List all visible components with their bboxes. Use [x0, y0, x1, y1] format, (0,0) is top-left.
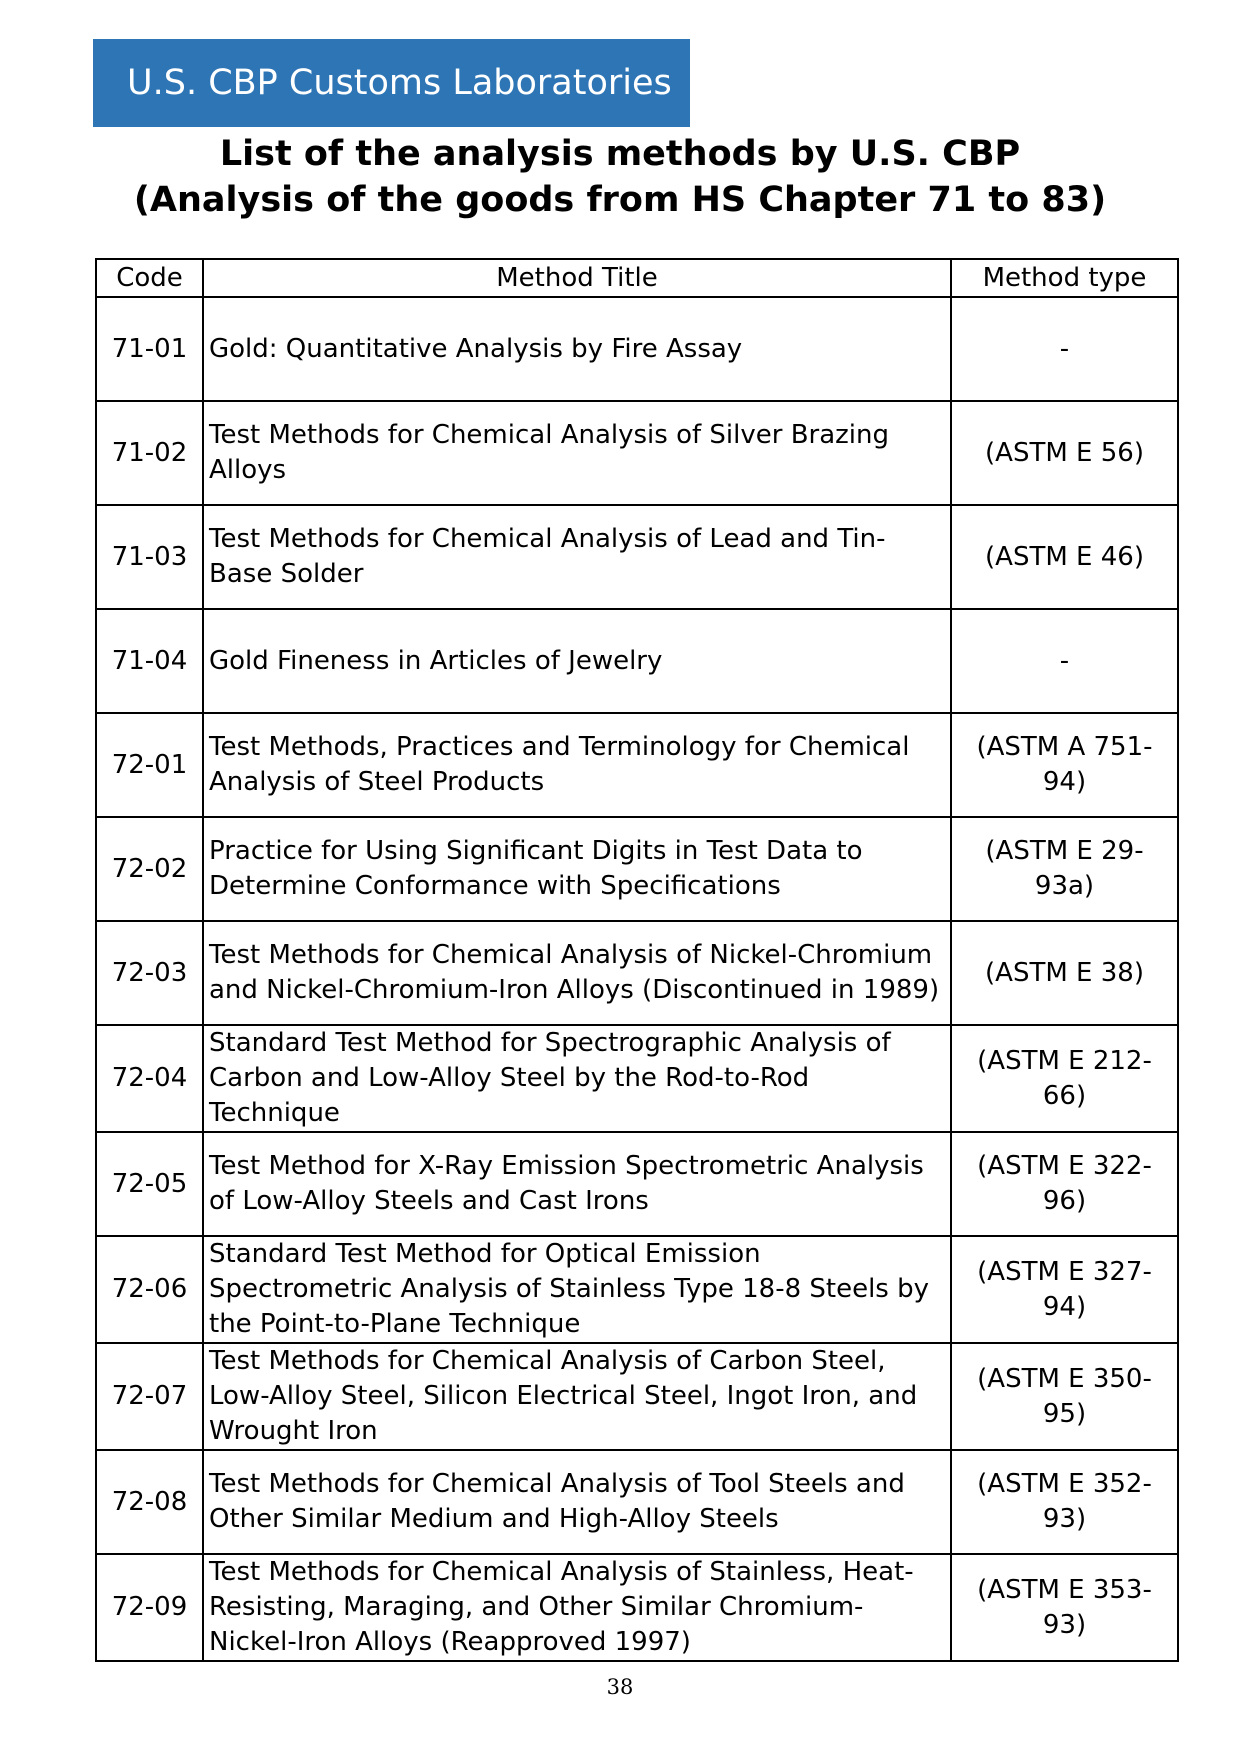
row-type: - — [951, 297, 1178, 401]
row-title: Test Method for X-Ray Emission Spectrometric Analysis of Low-Alloy Steels and Cast Irons — [203, 1132, 951, 1236]
row-type: - — [951, 609, 1178, 713]
table-row — [96, 713, 1178, 817]
table-row — [96, 609, 1178, 713]
row-code: 72-02 — [96, 817, 203, 921]
row-type: (ASTM E 46) — [951, 505, 1178, 609]
row-title: Standard Test Method for Spectrographic Analysis of Carbon and Low-Alloy Steel by the Rod-to-Rod Technique — [203, 1025, 951, 1132]
row-title: Test Methods for Chemical Analysis of Stainless, Heat-Resisting, Maraging, and Other Similar Chromium-Nickel-Iron Alloys (Reapproved 1997) — [203, 1554, 951, 1661]
row-code: 72-01 — [96, 713, 203, 817]
row-type: (ASTM E 327-94) — [951, 1236, 1178, 1343]
row-code: 72-04 — [96, 1025, 203, 1132]
row-title: Test Methods for Chemical Analysis of Silver Brazing Alloys — [203, 401, 951, 505]
row-code: 72-03 — [96, 921, 203, 1025]
table-row — [96, 297, 1178, 401]
table-row — [96, 1025, 1178, 1132]
banner-text: U.S. CBP Customs Laboratories — [127, 63, 672, 103]
row-type: (ASTM E 212-66) — [951, 1025, 1178, 1132]
row-title: Gold Fineness in Articles of Jewelry — [203, 609, 951, 713]
table-row — [96, 1132, 1178, 1236]
row-code: 71-01 — [96, 297, 203, 401]
title-line-1: List of the analysis methods by U.S. CBP — [219, 134, 1021, 174]
column-header-title: Method Title — [203, 259, 951, 297]
row-code: 71-02 — [96, 401, 203, 505]
row-title: Test Methods, Practices and Terminology for Chemical Analysis of Steel Products — [203, 713, 951, 817]
table-row — [96, 1450, 1178, 1554]
row-title: Standard Test Method for Optical Emission Spectrometric Analysis of Stainless Type 18-8 Steels by the Point-to-Plane Technique — [203, 1236, 951, 1343]
table-row — [96, 1554, 1178, 1661]
row-type: (ASTM E 38) — [951, 921, 1178, 1025]
row-code: 72-06 — [96, 1236, 203, 1343]
table-row — [96, 921, 1178, 1025]
row-type: (ASTM E 350-95) — [951, 1343, 1178, 1450]
table-row — [96, 505, 1178, 609]
row-type: (ASTM E 29-93a) — [951, 817, 1178, 921]
row-title: Practice for Using Significant Digits in Test Data to Determine Conformance with Specifications — [203, 817, 951, 921]
row-code: 72-09 — [96, 1554, 203, 1661]
row-type: (ASTM E 352-93) — [951, 1450, 1178, 1554]
table-row — [96, 817, 1178, 921]
methods-table — [95, 258, 1179, 1662]
page-number: 38 — [606, 1675, 634, 1699]
row-type: (ASTM E 322-96) — [951, 1132, 1178, 1236]
row-code: 72-05 — [96, 1132, 203, 1236]
header-banner — [93, 39, 690, 127]
row-code: 72-07 — [96, 1343, 203, 1450]
row-code: 71-03 — [96, 505, 203, 609]
row-code: 71-04 — [96, 609, 203, 713]
row-type: (ASTM E 56) — [951, 401, 1178, 505]
title-line-2: (Analysis of the goods from HS Chapter 71 to 83) — [133, 180, 1107, 220]
row-code: 72-08 — [96, 1450, 203, 1554]
column-header-code: Code — [96, 259, 203, 297]
row-title: Test Methods for Chemical Analysis of Carbon Steel, Low-Alloy Steel, Silicon Electrical Steel, Ingot Iron, and Wrought Iron — [203, 1343, 951, 1450]
table-row — [96, 1343, 1178, 1450]
column-header-type: Method type — [951, 259, 1178, 297]
row-title: Test Methods for Chemical Analysis of Nickel-Chromium and Nickel-Chromium-Iron Alloys (Discontinued in 1989) — [203, 921, 951, 1025]
row-type: (ASTM E 353-93) — [951, 1554, 1178, 1661]
table-header-row — [96, 259, 1178, 297]
row-title: Test Methods for Chemical Analysis of Tool Steels and Other Similar Medium and High-Alloy Steels — [203, 1450, 951, 1554]
row-title: Gold: Quantitative Analysis by Fire Assay — [203, 297, 951, 401]
row-title: Test Methods for Chemical Analysis of Lead and Tin-Base Solder — [203, 505, 951, 609]
page-title — [0, 131, 1240, 223]
table-row — [96, 401, 1178, 505]
table-row — [96, 1236, 1178, 1343]
row-type: (ASTM A 751-94) — [951, 713, 1178, 817]
